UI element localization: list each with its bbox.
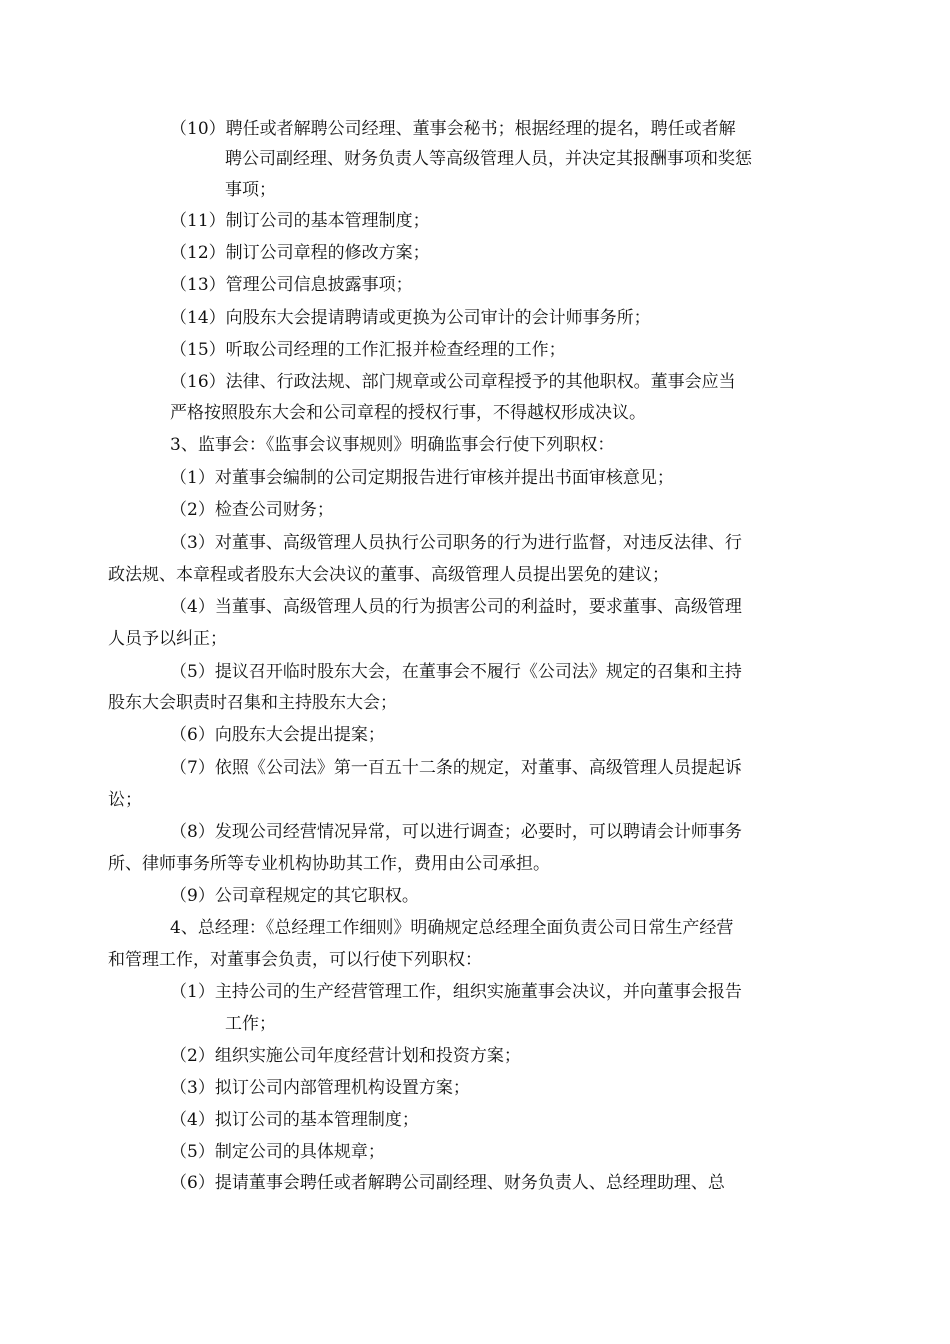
text-line: （13）管理公司信息披露事项； xyxy=(170,275,413,295)
text-line: （1）对董事会编制的公司定期报告进行审核并提出书面审核意见； xyxy=(170,468,674,488)
text-line: （3）对董事、高级管理人员执行公司职务的行为进行监督，对违反法律、行 xyxy=(170,533,742,553)
text-line: （6）向股东大会提出提案； xyxy=(170,725,385,745)
text-line: （10）聘任或者解聘公司经理、董事会秘书；根据经理的提名，聘任或者解 xyxy=(170,119,736,139)
text-line: 严格按照股东大会和公司章程的授权行事，不得越权形成决议。 xyxy=(170,403,646,423)
text-line: 所、律师事务所等专业机构协助其工作，费用由公司承担。 xyxy=(108,854,550,874)
text-line: （8）发现公司经营情况异常，可以进行调查；必要时，可以聘请会计师事务 xyxy=(170,822,742,842)
text-line: （3）拟订公司内部管理机构设置方案； xyxy=(170,1078,470,1098)
text-line: 人员予以纠正； xyxy=(108,629,227,649)
text-line: （7）依照《公司法》第一百五十二条的规定，对董事、高级管理人员提起诉 xyxy=(170,758,742,778)
text-line: （4）当董事、高级管理人员的行为损害公司的利益时，要求董事、高级管理 xyxy=(170,597,742,617)
text-line: （11）制订公司的基本管理制度； xyxy=(170,211,430,231)
text-line: （2）检查公司财务； xyxy=(170,500,334,520)
text-line: （2）组织实施公司年度经营计划和投资方案； xyxy=(170,1046,521,1066)
text-line: 政法规、本章程或者股东大会决议的董事、高级管理人员提出罢免的建议； xyxy=(108,565,669,585)
text-line: （9）公司章程规定的其它职权。 xyxy=(170,886,419,906)
text-line: （12）制订公司章程的修改方案； xyxy=(170,243,430,263)
text-line: （15）听取公司经理的工作汇报并检查经理的工作； xyxy=(170,340,566,360)
section-heading: 4、总经理：《总经理工作细则》明确规定总经理全面负责公司日常生产经营 xyxy=(170,918,734,938)
text-line: （5）制定公司的具体规章； xyxy=(170,1142,385,1162)
text-line: 股东大会职责时召集和主持股东大会； xyxy=(108,693,397,713)
text-line: 讼； xyxy=(108,790,142,810)
text-line: 工作； xyxy=(225,1014,276,1034)
text-line: （14）向股东大会提请聘请或更换为公司审计的会计师事务所； xyxy=(170,308,651,328)
text-line: （16）法律、行政法规、部门规章或公司章程授予的其他职权。董事会应当 xyxy=(170,372,736,392)
section-heading: 3、监事会：《监事会议事规则》明确监事会行使下列职权： xyxy=(170,435,615,455)
text-line: （5）提议召开临时股东大会，在董事会不履行《公司法》规定的召集和主持 xyxy=(170,662,742,682)
text-line: （6）提请董事会聘任或者解聘公司副经理、财务负责人、总经理助理、总 xyxy=(170,1173,725,1193)
text-line: （4）拟订公司的基本管理制度； xyxy=(170,1110,419,1130)
text-line: 事项； xyxy=(225,180,276,200)
text-line: 和管理工作，对董事会负责，可以行使下列职权： xyxy=(108,950,482,970)
text-line: 聘公司副经理、财务负责人等高级管理人员，并决定其报酬事项和奖惩 xyxy=(225,149,752,169)
text-line: （1）主持公司的生产经营管理工作，组织实施董事会决议，并向董事会报告 xyxy=(170,982,742,1002)
